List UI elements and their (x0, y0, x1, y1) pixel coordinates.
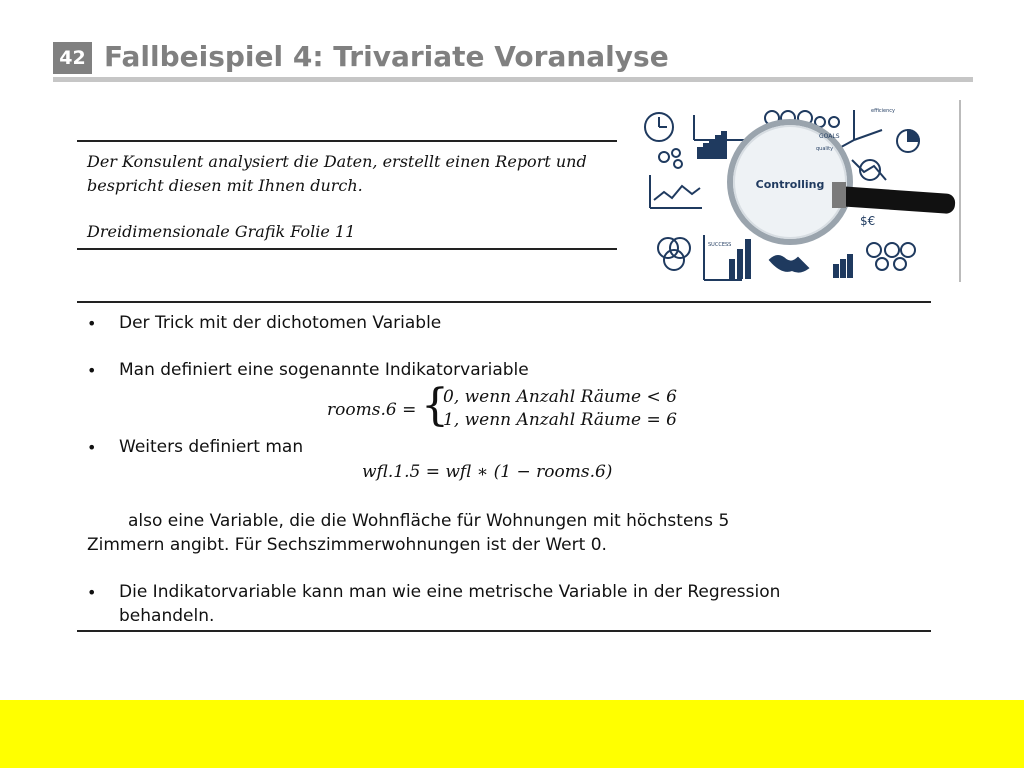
footer-accent-bar (0, 700, 1024, 768)
magnifying-glass-icon (730, 122, 956, 242)
bullet-2-text: Man definiert eine sogenannte Indikatorvariable (119, 360, 529, 380)
bullet-3-text: Weiters definiert man (119, 437, 304, 457)
intro-box (77, 140, 617, 250)
quality-label: quality (816, 146, 834, 152)
intro-paragraph (87, 150, 607, 198)
formula-1-case-2: 1, wenn Anzahl Räume = 6 (443, 410, 677, 430)
controlling-illustration (642, 100, 960, 282)
success-label: SUCCESS (708, 242, 732, 248)
efficiency-label: efficiency (871, 108, 896, 114)
intro-line-2: bespricht diesen mit Ihnen durch. (87, 176, 363, 195)
bullet-3-marker: • (87, 438, 97, 457)
main-content-box (77, 301, 931, 632)
slide-title: Fallbeispiel 4: Trivariate Voranalyse (104, 40, 669, 73)
bullet-4-text-line-1: Die Indikatorvariable kann man wie eine metrische Variable in der Regression (119, 582, 781, 602)
controlling-label: Controlling (755, 178, 825, 191)
bullet-1-marker: • (87, 314, 97, 333)
goals-label: GOALS (819, 133, 840, 140)
formula-1-brace: { (421, 380, 449, 431)
formula-1-lhs: rooms.6 = (327, 400, 417, 420)
intro-reference: Dreidimensionale Grafik Folie 11 (87, 222, 356, 241)
bullet-2-marker: • (87, 361, 97, 380)
bullet-4-text-line-2: behandeln. (119, 606, 215, 626)
slide-number-badge: 42 (53, 42, 92, 74)
bullet-1-text: Der Trick mit der dichotomen Variable (119, 313, 442, 333)
currency-icons: $€ (860, 214, 876, 228)
illustration-border (959, 100, 961, 282)
explanation-line-2: Zimmern angibt. Für Sechszimmerwohnungen ist der Wert 0. (87, 535, 607, 555)
formula-2: wfl.1.5 = wfl ∗ (1 − rooms.6) (362, 462, 613, 482)
title-divider (53, 77, 973, 82)
intro-line-1: Der Konsulent analysiert die Daten, erstellt einen Report und (87, 152, 587, 171)
formula-1-case-1: 0, wenn Anzahl Räume < 6 (443, 387, 677, 407)
bullet-4-marker: • (87, 583, 97, 602)
explanation-line-1: also eine Variable, die die Wohnfläche für Wohnungen mit höchstens 5 (128, 511, 730, 531)
